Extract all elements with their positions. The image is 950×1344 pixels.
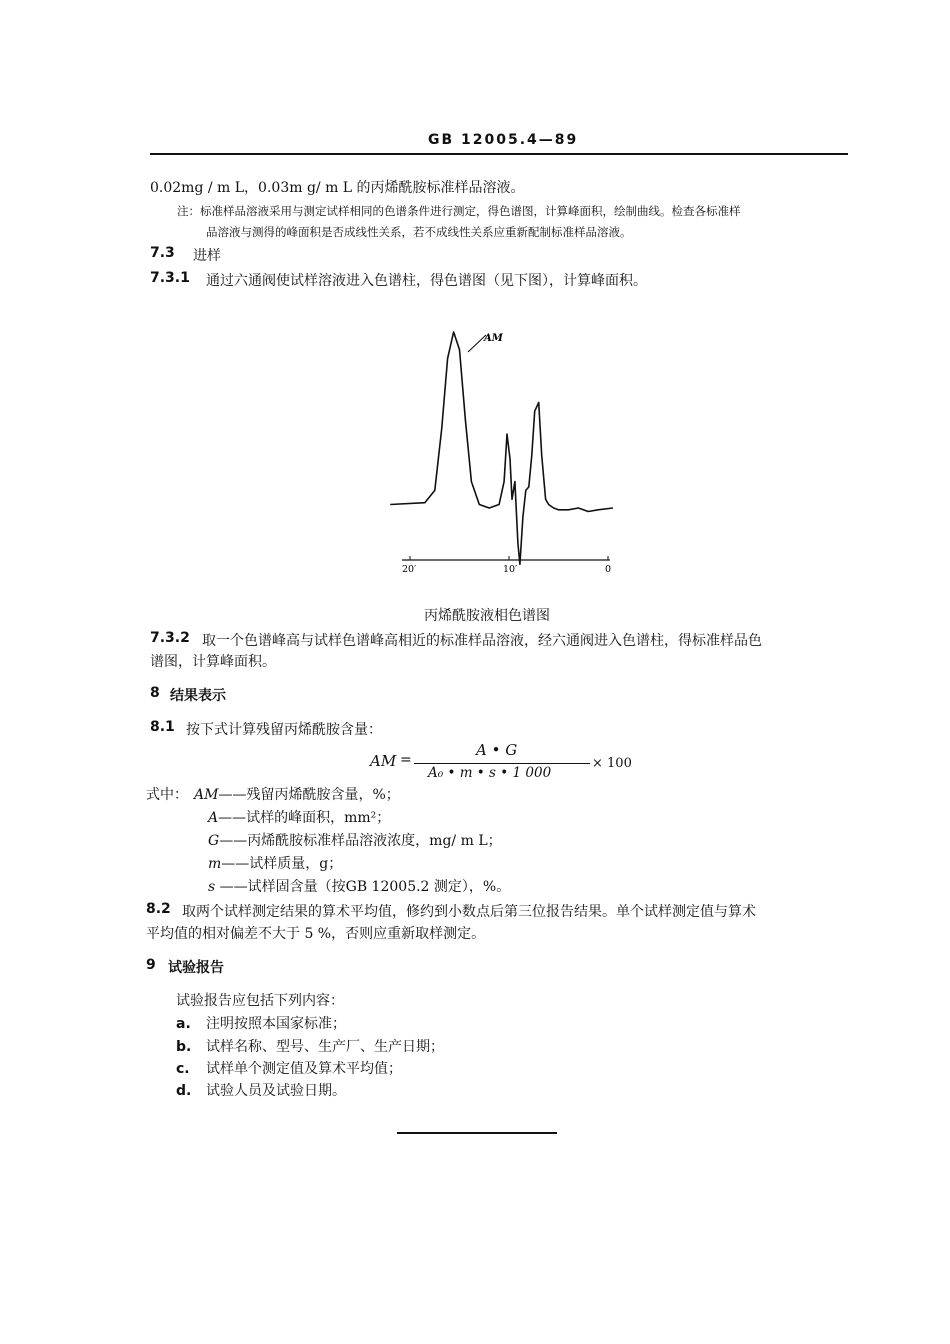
formula-lhs: AM: [370, 752, 397, 770]
section-8-1-text: 按下式计算残留丙烯酰胺含量：: [186, 722, 382, 738]
chromatogram-trace: [390, 332, 613, 564]
definition-desc: ——试样的峰面积，mm²；: [218, 810, 391, 826]
standard-code: GB 12005.4—89: [428, 132, 579, 148]
definition-item: [208, 853, 342, 873]
definitions-intro: 式中：: [146, 787, 188, 803]
list-item-label: d.: [176, 1083, 192, 1099]
note-line-2: 品溶液与测得的峰面积是否成线性关系，若不成线性关系应重新配制标准样品溶液。: [206, 225, 632, 239]
definition-desc: ——试样质量，g；: [221, 856, 343, 872]
list-item: [176, 1013, 346, 1033]
formula-denominator: A₀ • m • s • 1 000: [428, 765, 552, 781]
concentration-line: 0.02mg / m L，0.03m g/ m L 的丙烯酰胺标准样品溶液。: [150, 180, 525, 196]
definition-desc: ——残留丙烯酰胺含量，%；: [218, 787, 400, 803]
report-intro: 试验报告应包括下列内容：: [176, 993, 344, 1009]
end-rule: [397, 1132, 557, 1134]
section-7-3-title: 进样: [193, 248, 221, 264]
list-item: [176, 1036, 444, 1056]
note-line-1: 注：标准样品溶液采用与测定试样相同的色谱条件进行测定，得色谱图，计算峰面积，绘制曲线。检查各标准样: [177, 204, 741, 218]
section-8-2-line-2: 平均值的相对偏差不大于 5 %，否则应重新取样测定。: [146, 926, 486, 942]
definition-symbol: G: [208, 833, 220, 849]
list-item-text: 试验人员及试验日期。: [206, 1083, 346, 1099]
section-9-number: 9: [146, 957, 156, 973]
definition-symbol: m: [208, 856, 222, 872]
section-8-2-line-1: 取两个试样测定结果的算术平均值，修约到小数点后第三位报告结果。单个试样测定值与算术: [182, 904, 756, 920]
definition-item: [194, 784, 400, 804]
section-8-number: 8: [150, 685, 160, 701]
list-item: [176, 1058, 402, 1078]
definition-desc: ——试样固含量（按GB 12005.2 测定），%。: [215, 879, 511, 895]
section-7-3-1-text: 通过六通阀使试样溶液进入色谱柱，得色谱图（见下图），计算峰面积。: [206, 273, 647, 289]
definition-desc: ——丙烯酰胺标准样品溶液浓度，mg/ m L；: [219, 833, 502, 849]
chart-caption: 丙烯酰胺液相色谱图: [424, 608, 550, 624]
list-item-label: a.: [176, 1016, 191, 1032]
definition-item: [208, 876, 510, 896]
formula-fraction-bar: [414, 763, 590, 764]
definition-symbol: AM: [194, 787, 219, 803]
section-8-1-number: 8.1: [150, 719, 175, 735]
section-8-2-number: 8.2: [146, 901, 171, 917]
list-item-text: 试样名称、型号、生产厂、生产日期；: [206, 1039, 444, 1055]
formula-factor: × 100: [592, 756, 632, 771]
list-item: [176, 1080, 346, 1100]
definition-symbol: s: [208, 879, 216, 895]
section-9-title: 试验报告: [168, 960, 224, 976]
header-rule: [150, 153, 848, 155]
section-7-3-2-line-2: 谱图，计算峰面积。: [150, 654, 276, 670]
x-tick-label-0: 0: [605, 564, 612, 575]
section-8-title: 结果表示: [170, 688, 226, 704]
definition-item: [208, 830, 502, 850]
section-7-3-1-number: 7.3.1: [150, 270, 190, 286]
formula-equals: =: [400, 752, 412, 768]
x-tick-label-20: 20′: [402, 564, 417, 575]
section-7-3-2-line-1: 取一个色谱峰高与试样色谱峰高相近的标准样品溶液，经六通阀进入色谱柱，得标准样品色: [202, 633, 762, 649]
definition-item: [208, 807, 390, 827]
list-item-text: 试样单个测定值及算术平均值；: [206, 1061, 402, 1077]
list-item-label: b.: [176, 1039, 192, 1055]
definition-symbol: A: [208, 810, 219, 826]
section-7-3-2-number: 7.3.2: [150, 630, 190, 646]
list-item-text: 注明按照本国家标准；: [206, 1016, 346, 1032]
section-7-3-number: 7.3: [150, 245, 175, 261]
peak-label: AM: [484, 333, 503, 344]
list-item-label: c.: [176, 1061, 190, 1077]
x-tick-label-10: 10′: [503, 564, 518, 575]
formula-numerator: A • G: [476, 741, 518, 759]
chromatogram-chart: [340, 320, 640, 590]
